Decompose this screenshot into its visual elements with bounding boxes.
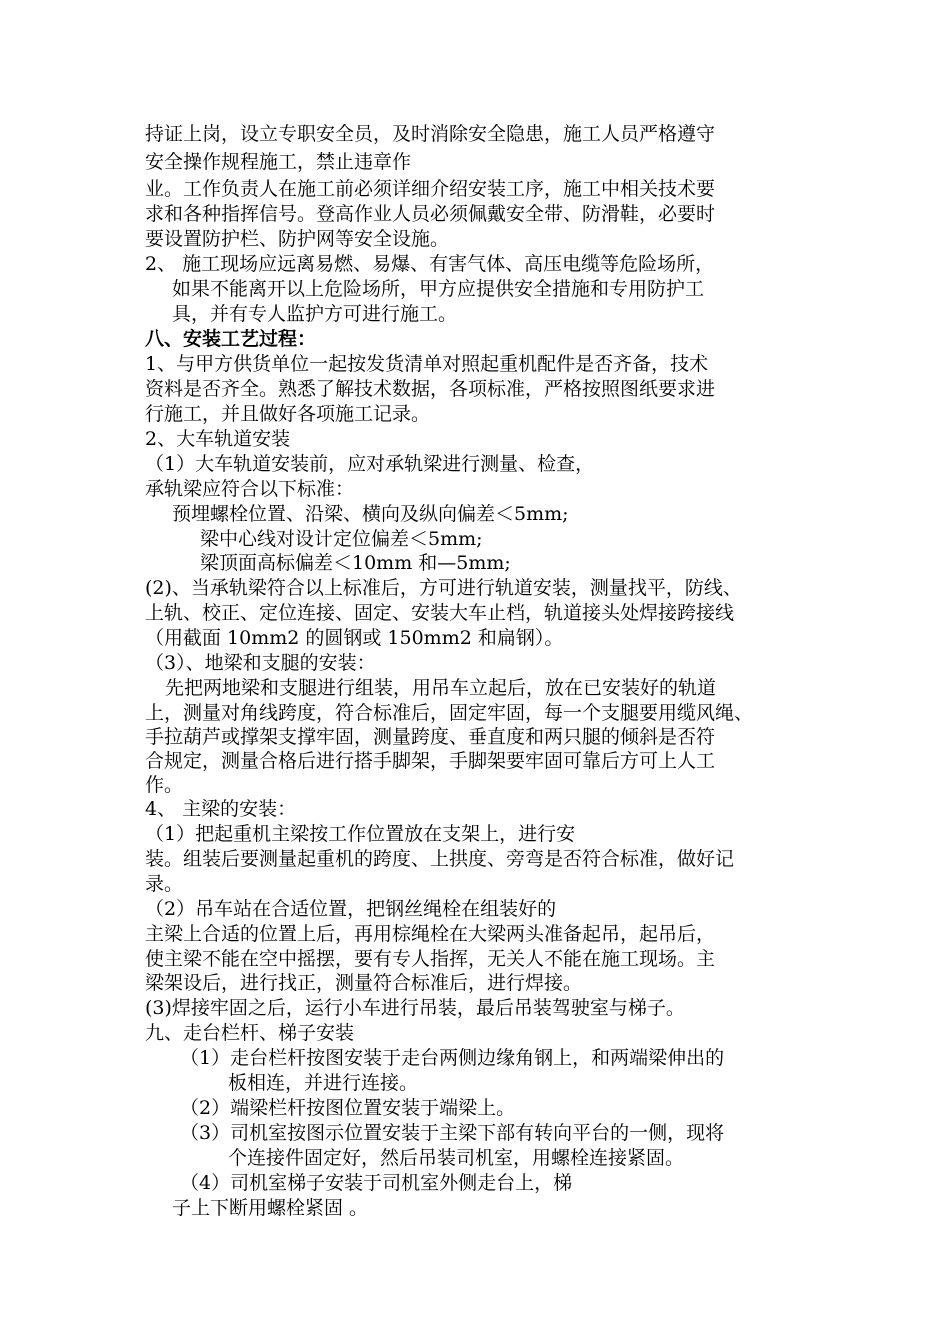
text-line: 先把两地梁和支腿进行组装，用吊车立起后，放在已安装好的轨道 [165, 677, 717, 699]
text-line: 业。工作负责人在施工前必须详细介绍安装工序，施工中相关技术要 [145, 178, 716, 200]
text-line: 装。组装后要测量起重机的跨度、上拱度、旁弯是否符合标准，做好记 [145, 848, 735, 870]
text-line: 作。 [145, 774, 184, 796]
text-line: 合规定，测量合格后进行搭手脚架，手脚架要牢固可靠后方可上人工 [145, 750, 716, 772]
text-line: 如果不能离开以上危险场所，甲方应提供安全措施和专用防护工 [172, 278, 705, 300]
text-line: (3)焊接牢固之后，运行小车进行吊装，最后吊装驾驶室与梯子。 [145, 997, 685, 1019]
text-line: 安全操作规程施工，禁止违章作 [145, 151, 412, 173]
text-line: 使主梁不能在空中摇摆，要有专人指挥，无关人不能在施工现场。主 [145, 948, 716, 970]
text-line: 主梁上合适的位置上后，再用棕绳栓在大梁两头准备起吊，起吊后， [145, 923, 716, 945]
text-line: （3）、地梁和支腿的安装： [145, 652, 376, 674]
text-line: 梁顶面高标偏差＜10mm 和—5mm; [200, 552, 511, 574]
text-line: 承轨梁应符合以下标准： [145, 478, 355, 500]
text-line: 子上下断用螺栓紧固 。 [172, 1197, 369, 1219]
text-line: 行施工，并且做好各项施工记录。 [145, 403, 431, 425]
text-line: 1、与甲方供货单位一起按发货清单对照起重机配件是否齐备，技术 [145, 353, 709, 375]
text-line: 具，并有专人监护方可进行施工。 [172, 303, 458, 325]
text-line: （3）司机室按图示位置安装于主梁下部有转向平台的一侧，现将 [180, 1122, 725, 1144]
text-line: （用截面 10mm2 的圆钢或 150mm2 和扁钢）。 [145, 627, 564, 649]
text-line: 上，测量对角线跨度，符合标准后，固定牢固，每一个支腿要用缆风绳、 [145, 702, 754, 724]
text-line: 持证上岗，设立专职安全员，及时消除安全隐患，施工人员严格遵守 [145, 123, 716, 145]
text-line: （1）大车轨道安装前，应对承轨梁进行测量、检查， [145, 453, 595, 475]
text-line: 求和各种指挥信号。登高作业人员必须佩戴安全带、防滑鞋，必要时 [145, 203, 716, 225]
text-line: （4）司机室梯子安装于司机室外侧走台上，梯 [180, 1172, 573, 1194]
text-line: 录。 [145, 873, 184, 895]
text-line: （1）把起重机主梁按工作位置放在支架上，进行安 [145, 823, 576, 845]
text-line: 4、 主梁的安装： [145, 798, 297, 820]
text-line: 上轨、校正、定位连接、固定、安装大车止档，轨道接头处焊接跨接线 [145, 602, 735, 624]
text-line: 2、 施工现场应远离易燃、易爆、有害气体、高压电缆等危险场所， [145, 253, 715, 275]
text-line: 九、走台栏杆、梯子安装 [145, 1022, 355, 1044]
text-line: 个连接件固定好，然后吊装司机室，用螺栓连接紧固。 [228, 1147, 685, 1169]
text-line: 板相连，并进行连接。 [228, 1072, 419, 1094]
text-line: 资料是否齐全。熟悉了解技术数据，各项标准，严格按照图纸要求进 [145, 378, 716, 400]
text-line: 梁架设后，进行找正，测量符合标准后，进行焊接。 [145, 972, 583, 994]
text-line: 要设置防护栏、防护网等安全设施。 [145, 228, 450, 250]
text-line: (2)、当承轨梁符合以上标准后，方可进行轨道安装，测量找平，防线、 [145, 577, 742, 599]
text-line: （1）走台栏杆按图安装于走台两侧边缘角钢上，和两端梁伸出的 [180, 1047, 725, 1069]
section-heading: 八、安装工艺过程： [145, 328, 317, 350]
text-line: （2）端梁栏杆按图位置安装于端梁上。 [180, 1097, 516, 1119]
text-line: 预埋螺栓位置、沿梁、横向及纵向偏差＜5mm; [172, 503, 569, 525]
text-line: 2、大车轨道安装 [145, 428, 291, 450]
text-line: （2）吊车站在合适位置，把钢丝绳栓在组装好的 [145, 898, 557, 920]
text-line: 梁中心线对设计定位偏差＜5mm; [200, 528, 483, 550]
text-line: 手拉葫芦或撑架支撑牢固，测量跨度、垂直度和两只腿的倾斜是否符 [145, 726, 716, 748]
